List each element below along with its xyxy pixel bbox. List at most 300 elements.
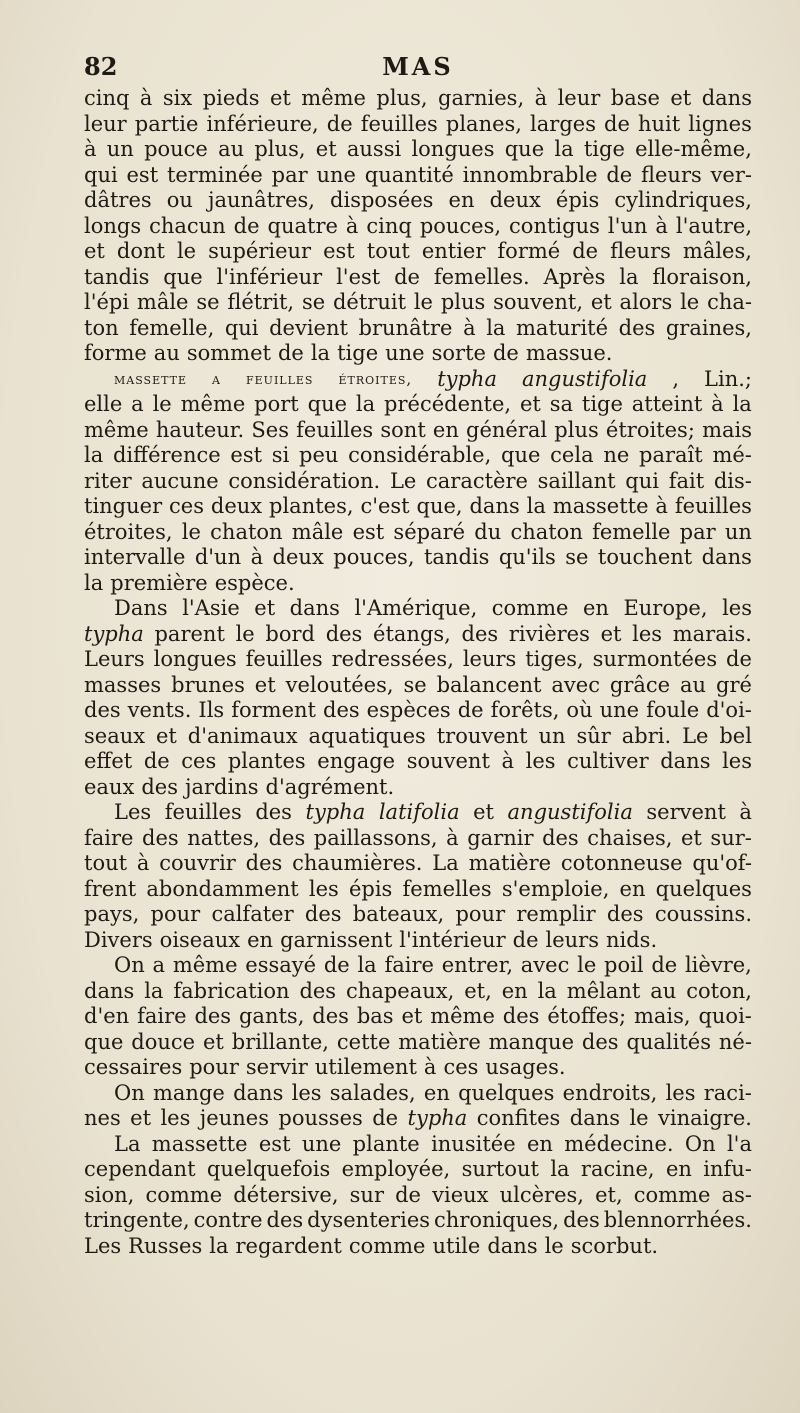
text-word: feuilles (164, 800, 242, 824)
text-word: atteint (631, 392, 703, 416)
text-word: les (525, 749, 556, 773)
text-word: la (619, 264, 639, 289)
text-word: feuilles (674, 494, 752, 518)
text-word: et (203, 1029, 224, 1054)
text-word: des (461, 621, 499, 646)
text-word: un (538, 723, 566, 748)
text-word: pouces, (419, 213, 502, 238)
text-word: des (563, 1208, 600, 1232)
text-line (84, 596, 752, 622)
text-word: entrer, (441, 953, 513, 977)
text-word: contre (193, 1208, 263, 1232)
text-word: On (684, 1131, 716, 1156)
text-word: On (114, 1080, 145, 1105)
text-word: tige (583, 137, 625, 161)
text-word: entier (421, 239, 486, 263)
text-word: forment (231, 698, 316, 722)
text-word: chaton (510, 519, 583, 544)
text-word: riter (84, 468, 132, 493)
text-word: mêlant (566, 978, 641, 1003)
text-line (84, 698, 752, 724)
text-word: plus (440, 290, 486, 314)
text-word: utile (432, 1233, 481, 1258)
text-word: de (512, 927, 539, 952)
text-word: espèce. (214, 570, 295, 595)
text-line (84, 902, 752, 928)
text-word: poil (604, 953, 644, 977)
text-word: qu'ils (498, 545, 556, 569)
text-word: servir (245, 1055, 308, 1079)
text-word: faire (384, 953, 434, 977)
text-word: en (526, 1131, 553, 1156)
text-word: au (680, 672, 707, 697)
text-word: pour (189, 1055, 239, 1079)
text-word: Ses (251, 417, 289, 442)
text-word: gants, (238, 1004, 305, 1028)
text-line (84, 239, 752, 265)
text-word: grâce (609, 672, 671, 697)
text-word: contigus (509, 213, 600, 238)
text-word: fait (668, 468, 705, 493)
text-word: manque (488, 1029, 574, 1054)
text-line (84, 494, 752, 520)
text-word: et (254, 596, 276, 620)
text-word: des (312, 1004, 349, 1028)
text-word: étroites; (605, 417, 695, 442)
text-word: tout (366, 239, 410, 263)
text-word: faire (137, 1004, 187, 1028)
text-word: typha (84, 621, 144, 646)
text-word: la (550, 1157, 570, 1181)
text-word: en (432, 417, 459, 442)
text-word: bord (265, 621, 315, 646)
text-word: est (258, 1131, 291, 1156)
text-word: à (739, 800, 752, 824)
text-word: cela (550, 443, 594, 467)
text-word: ces (443, 1055, 479, 1079)
text-word: longs (84, 213, 142, 238)
text-word: que (163, 264, 203, 289)
text-word: seaux (84, 723, 146, 748)
text-word: essayé (245, 953, 317, 977)
text-line (84, 290, 752, 316)
text-word: chaises, (587, 825, 673, 850)
text-word: frent (84, 876, 137, 901)
text-line (84, 953, 752, 979)
text-word: a (152, 953, 166, 977)
text-word: leurs (545, 927, 599, 952)
text-word: souvent, (493, 290, 584, 314)
text-word: bas (356, 1004, 394, 1028)
text-word: supérieur (208, 239, 312, 263)
text-word: est (323, 239, 355, 263)
text-word: disposées (330, 188, 434, 212)
text-word: ver- (710, 162, 752, 187)
text-word: l'un (607, 213, 648, 238)
text-word: quantité (364, 162, 454, 187)
text-word: intervalle (84, 545, 186, 569)
text-word: fleurs (610, 239, 671, 263)
text-line (84, 673, 752, 699)
text-word: de (492, 341, 519, 365)
text-word: et (519, 392, 541, 416)
text-word: le (680, 290, 700, 314)
text-word: infu- (703, 1157, 752, 1181)
text-word: nids. (605, 927, 658, 952)
text-word: tandis (84, 264, 150, 289)
text-word: d'en (84, 1004, 130, 1028)
text-word: dans (469, 494, 520, 518)
text-word: des (323, 698, 360, 722)
text-word: des (299, 978, 337, 1003)
body-text (84, 86, 752, 1259)
text-word: dans (487, 1233, 538, 1258)
text-line (84, 1030, 752, 1056)
text-word: des (581, 1029, 619, 1054)
text-word: des (255, 800, 292, 824)
text-word: une (599, 698, 640, 722)
text-word: larges (530, 111, 596, 136)
text-word: aucune (141, 468, 219, 493)
text-word: le (176, 239, 197, 263)
text-word: est (230, 443, 263, 467)
text-line (84, 392, 752, 418)
text-word: angustifolia (522, 366, 648, 391)
text-word: inférieure, (206, 111, 319, 136)
text-word: massette (552, 494, 649, 518)
text-word: le (235, 621, 255, 646)
text-word: la (144, 978, 164, 1003)
text-word: cultiver (567, 749, 649, 773)
text-word: l'est (336, 264, 381, 289)
text-word: avec (520, 953, 570, 977)
text-word: pouces, (333, 545, 415, 569)
text-word: leurs (462, 647, 517, 671)
text-word: épis (555, 188, 600, 212)
text-word: femelles. (433, 264, 530, 289)
text-word: aquatiques (308, 723, 426, 748)
text-word: détersive, (233, 1182, 339, 1207)
text-word: des (266, 1208, 304, 1232)
text-word: des (245, 851, 283, 875)
text-word: la (310, 341, 331, 365)
text-word: sur (349, 1182, 384, 1207)
text-word: Russes (128, 1233, 203, 1258)
text-word: plantes (227, 749, 306, 773)
text-word: as- (721, 1182, 752, 1207)
text-word: femelle, (129, 315, 215, 340)
text-word: quelques (458, 1080, 555, 1105)
text-word: mange (153, 1080, 225, 1105)
text-word: né- (718, 1029, 752, 1054)
text-word: à (534, 86, 548, 110)
text-word: femelle (592, 519, 671, 544)
text-word: à (501, 749, 515, 773)
text-word: brunâtre (358, 315, 453, 340)
text-word: leur (557, 86, 601, 110)
text-word: des (606, 902, 644, 926)
text-word: couvrir (159, 851, 236, 875)
text-word: à (84, 137, 97, 161)
text-word: quelques (655, 876, 752, 901)
text-word: ou (166, 188, 193, 212)
text-word: six (162, 86, 193, 110)
text-line (84, 1208, 752, 1234)
text-word: qui (625, 468, 659, 493)
text-word: cinq (84, 86, 130, 110)
text-word: plus, (376, 86, 428, 110)
text-word: massette (151, 1131, 248, 1156)
text-word: par (679, 519, 716, 544)
text-word: que (501, 443, 541, 467)
text-word: garnissent (280, 927, 393, 952)
text-word: avec (551, 672, 600, 697)
text-word: planes, (445, 111, 522, 136)
text-word: en (423, 1080, 450, 1105)
text-word: chapeaux, (346, 978, 455, 1003)
text-word: typha (305, 800, 366, 824)
text-word: garnir (467, 825, 534, 850)
text-word: le (544, 1233, 564, 1258)
text-word: cylindriques, (614, 188, 752, 212)
text-line (84, 826, 752, 852)
text-word: jardins (184, 774, 259, 799)
text-word: même (301, 86, 366, 110)
text-word: feuilles (360, 111, 438, 136)
text-word: deux (489, 188, 541, 212)
text-word: usages. (485, 1055, 566, 1079)
text-word: surmontées (592, 647, 718, 671)
text-word: au (650, 978, 677, 1003)
text-word: La (114, 1131, 141, 1156)
text-word: vents. (127, 698, 192, 722)
text-word: pour (150, 902, 201, 926)
text-word: mais (702, 417, 752, 442)
text-word: fabrication (173, 978, 290, 1003)
text-word: au (153, 341, 180, 365)
text-word: confites (476, 1106, 561, 1130)
text-word: à (136, 851, 150, 875)
text-word: blennorrhées. (603, 1208, 752, 1232)
text-word: de (572, 239, 599, 263)
text-word: faire (84, 825, 134, 850)
text-word: la (537, 978, 557, 1003)
text-word: et (670, 86, 692, 110)
text-word: partie (134, 111, 199, 136)
text-line (84, 112, 752, 138)
text-word: oiseaux (159, 927, 241, 952)
text-word: tinguer (84, 494, 163, 518)
text-word: cha- (707, 290, 752, 314)
text-word: deux (210, 494, 263, 518)
text-word: servent (646, 800, 726, 824)
text-word: elle-même, (635, 137, 752, 161)
text-word: les (291, 1080, 322, 1105)
text-word: balancent (436, 672, 542, 697)
text-word: caractère (426, 468, 528, 493)
text-word: la (84, 570, 104, 595)
text-word: alors (619, 290, 673, 314)
text-word: sa (549, 392, 573, 416)
text-word: gré (716, 672, 752, 697)
text-line (84, 1106, 752, 1132)
text-line (84, 469, 752, 495)
text-word: sont (380, 417, 426, 442)
text-word: des (304, 902, 342, 926)
text-word: et (473, 800, 494, 824)
text-word: en (582, 596, 609, 620)
text-word: et (269, 86, 291, 110)
text-word: si (271, 443, 290, 467)
text-word: formé (497, 239, 561, 263)
text-word: à (345, 213, 359, 238)
text-word: d'oi- (706, 698, 752, 722)
text-word: la (486, 315, 506, 340)
text-word: marais. (672, 621, 752, 646)
text-word: pousses (278, 1106, 363, 1130)
text-word: et (600, 621, 622, 646)
text-word: et (84, 239, 105, 263)
text-word: bateaux, (352, 902, 445, 926)
text-word: mâle (291, 519, 344, 544)
text-word: l'autre, (675, 213, 752, 238)
text-word: l'a (726, 1131, 752, 1156)
text-word: forêts, (490, 698, 560, 722)
text-line (84, 188, 752, 214)
text-word: c'est (360, 494, 410, 518)
text-word: maturité (516, 315, 609, 340)
text-word: de (233, 213, 260, 238)
text-word: qui (224, 315, 259, 340)
text-word: flétrit, (227, 290, 295, 314)
text-word: en (448, 188, 475, 212)
text-word: comme (348, 1233, 426, 1258)
text-word: huit (637, 111, 681, 136)
text-word: médecine. (564, 1131, 674, 1156)
text-line (84, 622, 752, 648)
text-word: et (156, 723, 177, 748)
text-word: massue. (525, 341, 613, 365)
text-line (84, 1234, 752, 1260)
text-word: typha (437, 366, 497, 391)
text-word: de (651, 953, 678, 977)
text-word: brunes (171, 672, 245, 697)
text-word: cependant (84, 1157, 196, 1181)
text-word: mais, (633, 1004, 691, 1028)
text-word: coussins. (654, 902, 752, 926)
text-word: quoi- (698, 1004, 752, 1028)
text-word: dont (116, 239, 165, 263)
text-word: tringente, (84, 1208, 190, 1232)
text-word: racine, (580, 1157, 655, 1181)
text-word: s'emploie, (501, 876, 610, 901)
text-word: étroites, (338, 369, 413, 388)
text-line (84, 545, 752, 571)
text-word: et (130, 1106, 152, 1130)
text-word: à (139, 86, 153, 110)
text-word: sorte (431, 341, 486, 365)
text-word: masses (84, 672, 162, 697)
text-word: sûr (576, 723, 611, 748)
text-word: et (401, 1004, 423, 1028)
text-line (84, 443, 752, 469)
text-word: les (160, 1106, 191, 1130)
text-word: sommet (186, 341, 271, 365)
text-word: en (665, 1157, 692, 1181)
text-line (84, 979, 752, 1005)
text-word: lignes (688, 111, 752, 136)
text-word: des (194, 1004, 232, 1028)
text-word: plante (352, 1131, 420, 1156)
text-word: quelquefois (206, 1157, 331, 1181)
text-word: base (610, 86, 660, 110)
text-word: tiges, (525, 647, 584, 671)
text-word: de (277, 341, 304, 365)
text-word: ces (181, 749, 217, 773)
text-line (84, 1132, 752, 1158)
text-word: veloutées, (285, 672, 394, 697)
text-word: un (106, 137, 134, 161)
text-word: même (172, 953, 238, 977)
text-line (84, 749, 752, 775)
text-word: angustifolia (507, 800, 633, 824)
text-word: ulcères, (499, 1182, 584, 1207)
text-word: espèces (366, 698, 451, 722)
text-word: même (84, 417, 149, 442)
text-word: parent (154, 621, 225, 646)
text-word: des (618, 315, 656, 340)
text-word: des (502, 1004, 540, 1028)
running-head: MAS (382, 52, 454, 81)
text-word: deux (272, 545, 324, 569)
text-word: cessaires (84, 1055, 183, 1079)
text-word: elle (84, 392, 123, 416)
text-word: chaumières. (292, 851, 423, 875)
text-word: et (254, 672, 276, 697)
text-word: dans (569, 1106, 621, 1130)
text-word: différence (112, 443, 221, 467)
text-word: La (432, 851, 459, 875)
text-word: plantes, (269, 494, 354, 518)
text-word: scorbut. (570, 1233, 659, 1258)
text-line (84, 724, 752, 750)
text-word: Ils (198, 698, 225, 722)
text-word: trouvent (436, 723, 528, 748)
text-line (84, 775, 752, 801)
text-word: coton, (686, 978, 752, 1003)
text-word: paraît (639, 443, 703, 467)
text-word: de (143, 749, 170, 773)
text-word: à (250, 545, 264, 569)
text-line (84, 851, 752, 877)
text-word: Dans (114, 596, 168, 620)
text-word: floraison, (652, 264, 752, 289)
text-word: les (722, 749, 752, 773)
text-word: la (357, 953, 377, 977)
text-word: les (632, 621, 663, 646)
page-number: 82 (84, 52, 118, 81)
text-word: à (423, 1055, 437, 1079)
text-word: matière (468, 851, 552, 875)
text-word: longues (153, 647, 237, 671)
text-word: tandis (423, 545, 490, 569)
text-word: redressées, (331, 647, 454, 671)
text-word: se (403, 672, 427, 697)
text-word: comme (633, 1182, 711, 1207)
text-word: de (326, 111, 353, 136)
text-word: hauteur. (155, 417, 245, 442)
text-word: brillante, (231, 1029, 329, 1054)
